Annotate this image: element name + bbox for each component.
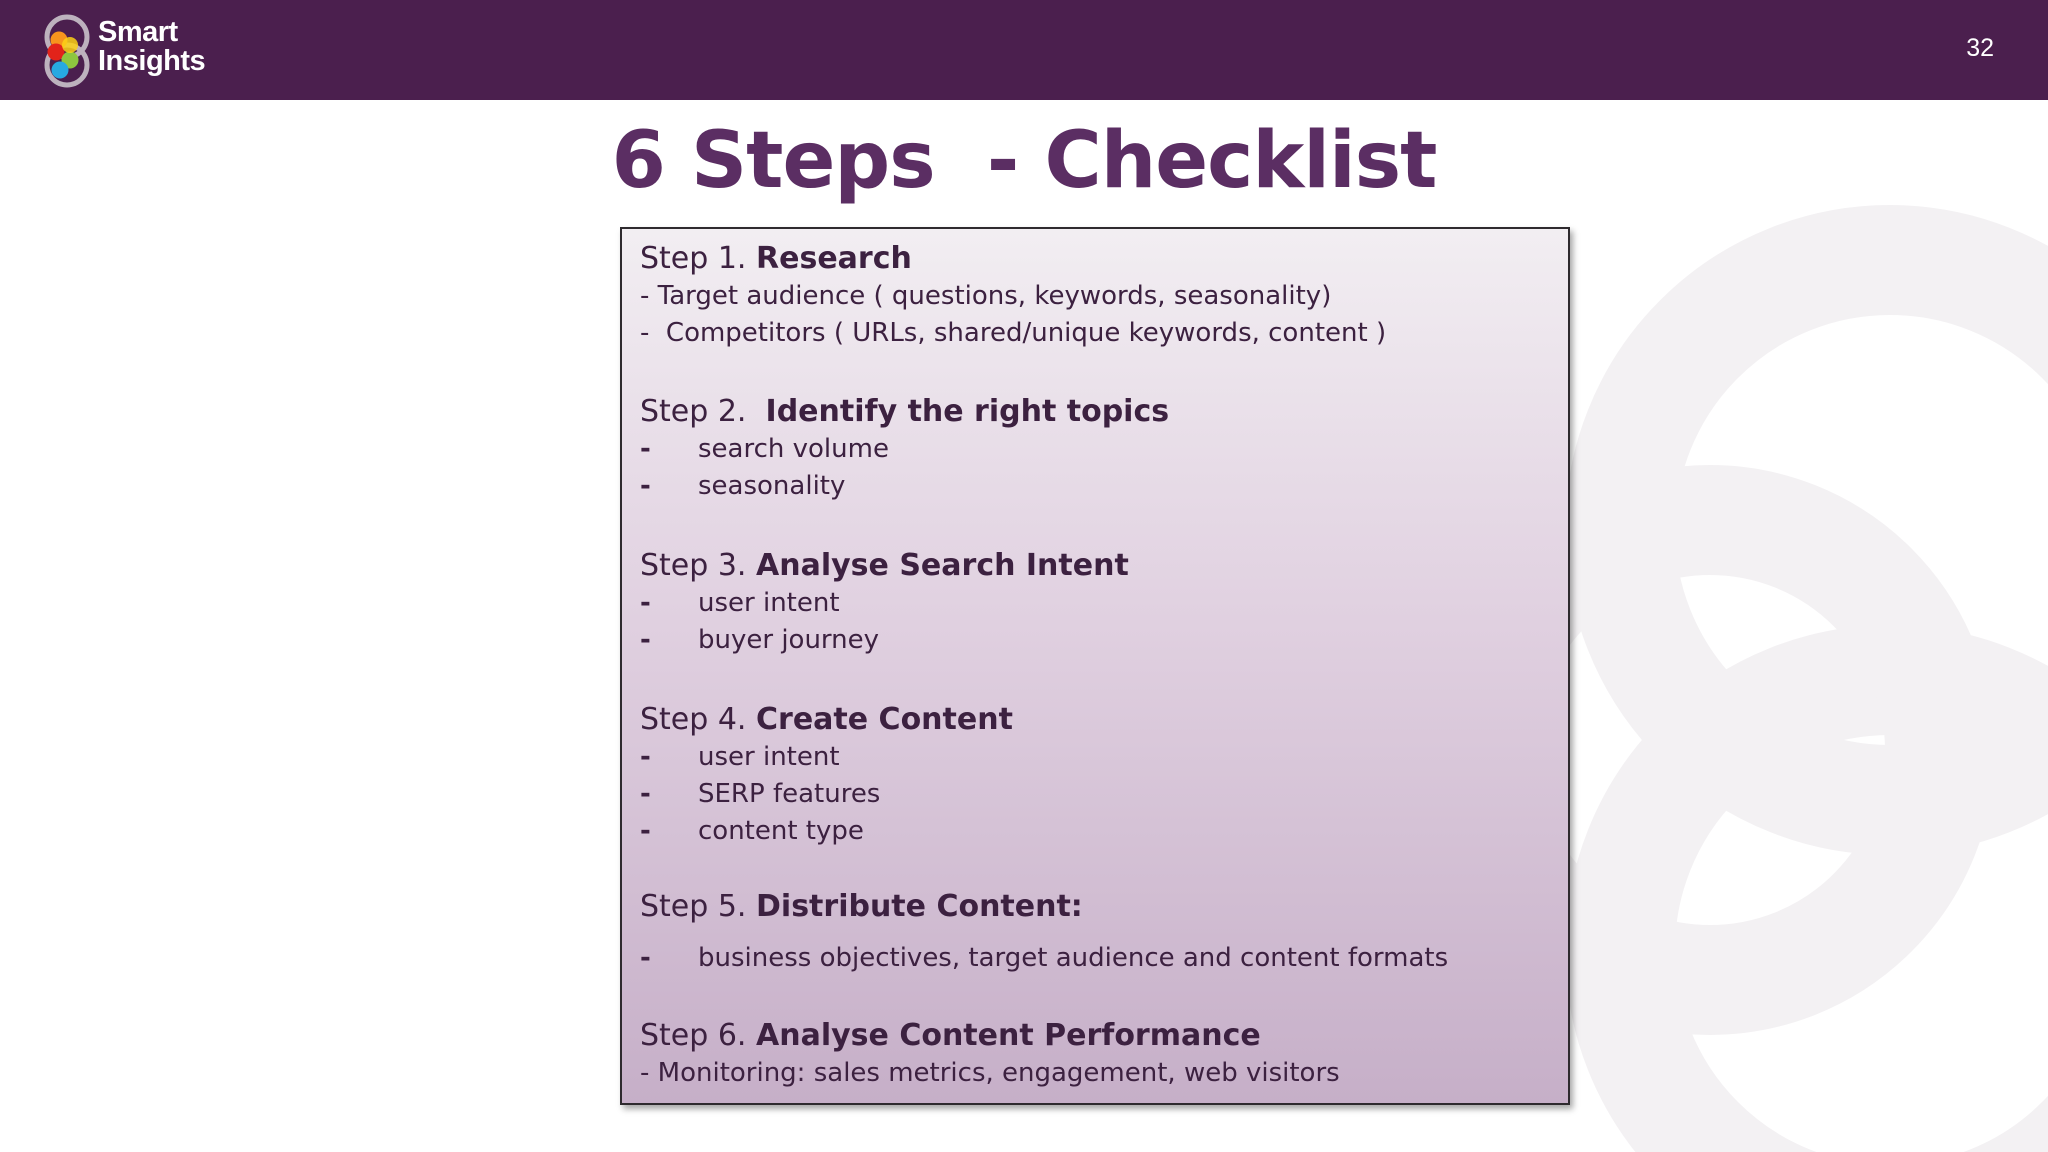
list-item-text: user intent bbox=[698, 742, 840, 772]
list-item-text: SERP features bbox=[698, 779, 881, 809]
header-bar bbox=[0, 0, 2048, 100]
list-item bbox=[640, 431, 1540, 468]
list-item-text: seasonality bbox=[698, 471, 846, 501]
list-item-text: buyer journey bbox=[698, 625, 880, 655]
step-3 bbox=[640, 547, 1540, 659]
step-name: Identify the right topics bbox=[765, 394, 1170, 429]
dash-bullet: - bbox=[640, 588, 651, 618]
dash-bullet: - bbox=[640, 742, 651, 772]
dash-bullet: - bbox=[640, 779, 651, 809]
logo-line-smart: Smart bbox=[98, 16, 178, 48]
step-5 bbox=[640, 888, 1540, 977]
list-item-text: business objectives, target audience and content formats bbox=[698, 943, 1449, 973]
step-heading bbox=[640, 1017, 1540, 1055]
step-name: Create Content bbox=[756, 702, 1013, 737]
step-heading bbox=[640, 701, 1540, 739]
step-1 bbox=[640, 240, 1540, 352]
logo-line-insights: Insights bbox=[98, 45, 206, 77]
list-item: - Competitors ( URLs, shared/unique keywords, content ) bbox=[640, 318, 1387, 348]
list-item-text: user intent bbox=[698, 588, 840, 618]
list-item bbox=[640, 739, 1540, 776]
step-prefix: Step 2. bbox=[640, 394, 766, 429]
list-item: - Target audience ( questions, keywords, seasonality) bbox=[640, 281, 1332, 311]
smart-insights-logo-icon bbox=[40, 14, 96, 88]
step-prefix: Step 6. bbox=[640, 1018, 757, 1053]
list-item bbox=[640, 468, 1540, 505]
step-6 bbox=[640, 1017, 1540, 1092]
list-item: - Monitoring: sales metrics, engagement, web visitors bbox=[640, 1058, 1340, 1088]
list-item-text: search volume bbox=[698, 434, 889, 464]
dash-bullet: - bbox=[640, 943, 651, 973]
step-prefix: Step 5. bbox=[640, 889, 757, 924]
step-prefix: Step 1. bbox=[640, 241, 757, 276]
slide-title: 6 Steps - Checklist bbox=[611, 116, 1437, 206]
step-heading bbox=[640, 240, 1540, 278]
step-prefix: Step 4. bbox=[640, 702, 757, 737]
dash-bullet: - bbox=[640, 816, 651, 846]
dash-bullet: - bbox=[640, 434, 651, 464]
list-item-text: content type bbox=[698, 816, 864, 846]
step-4 bbox=[640, 701, 1540, 850]
dash-bullet: - bbox=[640, 471, 651, 501]
list-item bbox=[640, 776, 1540, 813]
list-item bbox=[640, 940, 1540, 977]
smart-insights-logo[interactable] bbox=[40, 14, 210, 88]
step-2 bbox=[640, 393, 1540, 505]
list-item bbox=[640, 622, 1540, 659]
slide-number: 32 bbox=[1966, 34, 1994, 62]
dash-bullet: - bbox=[640, 625, 651, 655]
step-prefix: Step 3. bbox=[640, 548, 757, 583]
list-item bbox=[640, 813, 1540, 850]
step-name: Analyse Content Performance bbox=[756, 1018, 1261, 1053]
step-heading bbox=[640, 547, 1540, 585]
logo-text bbox=[98, 18, 205, 76]
step-heading bbox=[640, 393, 1540, 431]
checklist-box bbox=[620, 227, 1570, 1105]
step-name: Analyse Search Intent bbox=[756, 548, 1129, 583]
step-heading bbox=[640, 888, 1540, 926]
step-name: Research bbox=[756, 241, 912, 276]
step-name: Distribute Content: bbox=[756, 889, 1083, 924]
list-item bbox=[640, 585, 1540, 622]
